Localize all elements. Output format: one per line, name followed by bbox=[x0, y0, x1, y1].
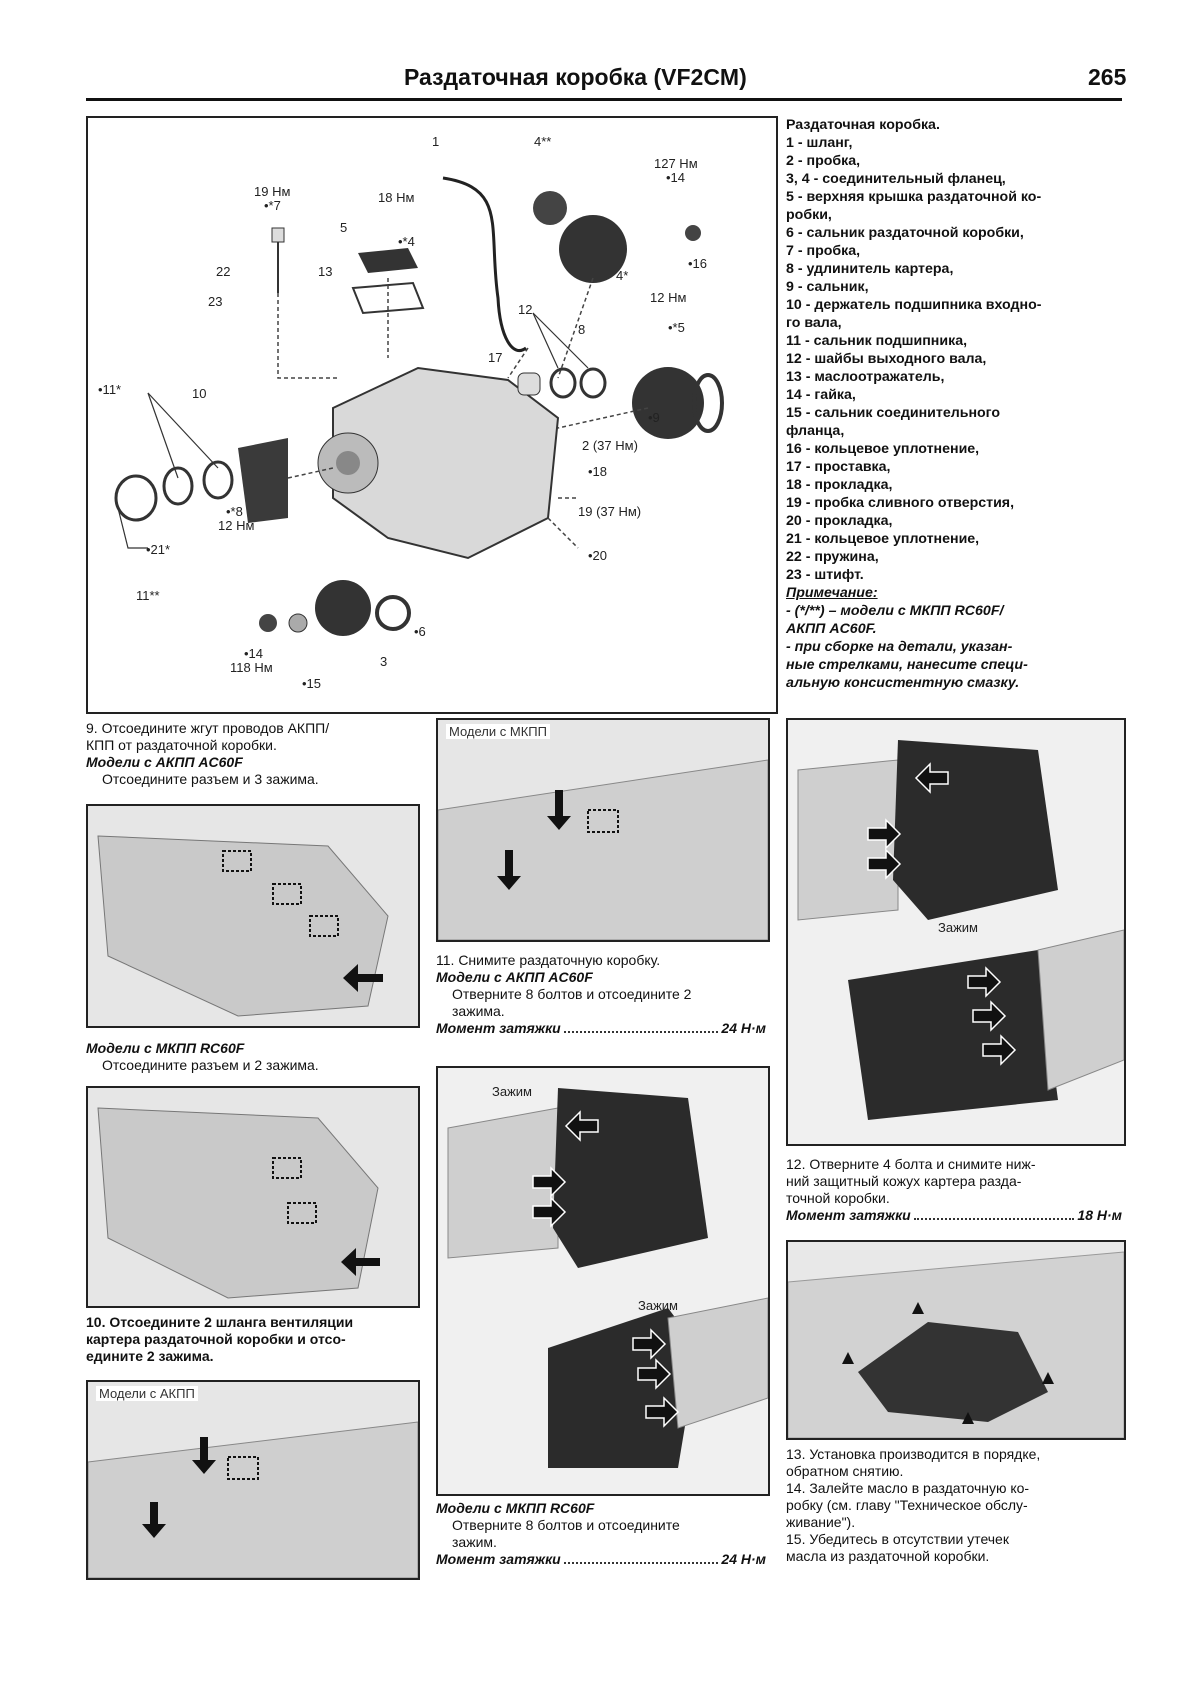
legend-item: 11 - сальник подшипника, bbox=[786, 333, 968, 349]
legend-item: 20 - прокладка, bbox=[786, 513, 893, 529]
note-line: - при сборке на детали, указан- bbox=[786, 639, 1013, 655]
legend-item: робки, bbox=[786, 207, 832, 223]
legend-item: 12 - шайбы выходного вала, bbox=[786, 351, 987, 367]
legend-item: 14 - гайка, bbox=[786, 387, 856, 403]
step-12-line: 12. Отверните 4 болта и снимите ниж- bbox=[786, 1156, 1036, 1172]
note-line: ные стрелками, нанесите специ- bbox=[786, 657, 1028, 673]
photo-mkpp-harness bbox=[436, 718, 770, 942]
photo-mkpp-drawing bbox=[438, 720, 768, 940]
torque-row bbox=[436, 1020, 766, 1037]
parts-legend bbox=[786, 116, 1122, 692]
torque-row-2 bbox=[436, 1551, 766, 1568]
callout-torque-19: 19 Нм bbox=[254, 184, 291, 199]
torque-row-3 bbox=[786, 1207, 1122, 1224]
photo-rc60f-harness bbox=[86, 1086, 420, 1308]
legend-item: 6 - сальник раздаточной коробки, bbox=[786, 225, 1024, 241]
legend-item: 17 - проставка, bbox=[786, 459, 891, 475]
legend-item: 3, 4 - соединительный фланец, bbox=[786, 171, 1006, 187]
callout-11-double: 11** bbox=[136, 588, 160, 603]
photo-lower-cover-drawing bbox=[788, 1242, 1124, 1438]
legend-item: 13 - маслоотражатель, bbox=[786, 369, 945, 385]
clamp-label: Зажим bbox=[638, 1298, 678, 1313]
ac60f-heading: Модели с АКПП AC60F bbox=[86, 754, 243, 770]
photo-ac60f-drawing bbox=[88, 806, 418, 1026]
callout-17: 17 bbox=[488, 350, 503, 365]
exploded-diagram bbox=[86, 116, 778, 714]
callout-7: •*7 bbox=[264, 198, 281, 213]
rc60f-line: Отверните 8 болтов и отсоедините bbox=[452, 1517, 680, 1533]
photo-removal-ac60f bbox=[436, 1066, 770, 1496]
callout-torque-12b: 12 Нм bbox=[218, 518, 255, 533]
legend-item: 16 - кольцевое уплотнение, bbox=[786, 441, 980, 457]
note-title: Примечание: bbox=[786, 585, 878, 601]
mkpp-label: Модели с МКПП bbox=[446, 724, 550, 739]
clamp-label: Зажим bbox=[938, 920, 978, 935]
callout-19: 19 (37 Нм) bbox=[578, 504, 642, 519]
callout-4-star: 4* bbox=[616, 268, 629, 283]
step-11 bbox=[436, 952, 766, 1037]
step-14-line: робку (см. главу "Техническое обслу- bbox=[786, 1497, 1028, 1513]
legend-item: фланца, bbox=[786, 423, 845, 439]
callout-11-star: •11* bbox=[98, 382, 122, 397]
step-13-line: 13. Установка производится в порядке, bbox=[786, 1446, 1041, 1462]
step-9 bbox=[86, 720, 416, 788]
clamp-label: Зажим bbox=[492, 1084, 532, 1099]
step-15-line: 15. Убедитесь в отсутствии утечек bbox=[786, 1531, 1009, 1547]
step-12-line: точной коробки. bbox=[786, 1190, 890, 1206]
legend-item: 21 - кольцевое уплотнение, bbox=[786, 531, 980, 547]
step-9-line: 9. Отсоедините жгут проводов АКПП/ bbox=[86, 720, 330, 736]
callout-torque-127: 127 Нм bbox=[654, 156, 698, 171]
steps-13-15 bbox=[786, 1446, 1122, 1565]
step-12 bbox=[786, 1156, 1122, 1224]
callout-20: •20 bbox=[588, 548, 608, 563]
photo-akpp-drawing bbox=[88, 1382, 418, 1578]
rc60f-removal bbox=[436, 1500, 766, 1568]
torque-label: Момент затяжки bbox=[436, 1551, 561, 1567]
step-10 bbox=[86, 1314, 416, 1365]
legend-item: 19 - пробка сливного отверстия, bbox=[786, 495, 1015, 511]
step-9-line: КПП от раздаточной коробки. bbox=[86, 737, 277, 753]
torque-value: 18 Н·м bbox=[1077, 1207, 1122, 1223]
callout-16: •16 bbox=[688, 256, 708, 271]
legend-item: 15 - сальник соединительного bbox=[786, 405, 1001, 421]
legend-item: 18 - прокладка, bbox=[786, 477, 893, 493]
ac60f-line: зажима. bbox=[452, 1003, 505, 1019]
callout-22: 22 bbox=[216, 264, 231, 279]
callout-torque-12: 12 Нм bbox=[650, 290, 687, 305]
torque-dots bbox=[564, 1020, 719, 1033]
legend-item: го вала, bbox=[786, 315, 842, 331]
callout-14: •14 bbox=[666, 170, 686, 185]
photo-akpp-hoses bbox=[86, 1380, 420, 1580]
callout-15: •15 bbox=[302, 676, 322, 691]
legend-item: 8 - удлинитель картера, bbox=[786, 261, 954, 277]
callout-6: •6 bbox=[414, 624, 426, 639]
ac60f-line: Отверните 8 болтов и отсоедините 2 bbox=[452, 986, 692, 1002]
step-10-line: 10. Отсоедините 2 шланга вентиляции bbox=[86, 1314, 354, 1330]
note-line: АКПП AC60F. bbox=[786, 621, 877, 637]
step-12-line: ний защитный кожух картера разда- bbox=[786, 1173, 1022, 1189]
step-13-line: обратном снятию. bbox=[786, 1463, 904, 1479]
step-10-line: едините 2 зажима. bbox=[86, 1348, 214, 1364]
callout-8-star: •*8 bbox=[226, 504, 243, 519]
legend-item: 9 - сальник, bbox=[786, 279, 869, 295]
legend-item: 22 - пружина, bbox=[786, 549, 879, 565]
legend-item: 2 - пробка, bbox=[786, 153, 861, 169]
rc60f-heading: Модели с МКПП RC60F bbox=[86, 1040, 245, 1056]
callout-3: 3 bbox=[380, 654, 388, 669]
torque-value: 24 Н·м bbox=[721, 1020, 766, 1036]
step-14-line: живание"). bbox=[786, 1514, 856, 1530]
callout-13: 13 bbox=[318, 264, 333, 279]
legend-item: 1 - шланг, bbox=[786, 135, 853, 151]
photo-lower-cover bbox=[786, 1240, 1126, 1440]
note-line: - (*/**) – модели с МКПП RC60F/ bbox=[786, 603, 1004, 619]
torque-dots bbox=[914, 1207, 1075, 1220]
torque-value: 24 Н·м bbox=[721, 1551, 766, 1567]
step-14-line: 14. Залейте масло в раздаточную ко- bbox=[786, 1480, 1030, 1496]
photo-removal-rc60f bbox=[786, 718, 1126, 1146]
rc60f-block bbox=[86, 1040, 416, 1074]
legend-item: 7 - пробка, bbox=[786, 243, 861, 259]
legend-item: 10 - держатель подшипника входно- bbox=[786, 297, 1042, 313]
photo-removal-drawing bbox=[438, 1068, 768, 1494]
callout-4-single: •*4 bbox=[398, 234, 415, 249]
photo-ac60f-harness bbox=[86, 804, 420, 1028]
legend-item: 5 - верхняя крышка раздаточной ко- bbox=[786, 189, 1042, 205]
callout-21: •21* bbox=[146, 542, 171, 557]
callout-18: •18 bbox=[588, 464, 608, 479]
diagram-drawing bbox=[88, 118, 776, 712]
callout-torque-18: 18 Нм bbox=[378, 190, 415, 205]
rc60f-line: зажим. bbox=[452, 1534, 497, 1550]
callout-23: 23 bbox=[208, 294, 223, 309]
callout-14b: •14 bbox=[244, 646, 264, 661]
callout-4-double: 4** bbox=[534, 134, 552, 149]
note-line: альную консистентную смазку. bbox=[786, 675, 1020, 691]
akpp-label: Модели с АКПП bbox=[96, 1386, 198, 1401]
page-number: 265 bbox=[1088, 64, 1127, 90]
callout-2: 2 (37 Нм) bbox=[582, 438, 638, 453]
callout-9: •9 bbox=[648, 410, 660, 425]
page-title: Раздаточная коробка (VF2CM) bbox=[404, 64, 747, 90]
callout-12: 12 bbox=[518, 302, 533, 317]
ac60f-instruction: Отсоедините разъем и 3 зажима. bbox=[102, 771, 319, 787]
legend-title: Раздаточная коробка. bbox=[786, 117, 940, 133]
rc60f-heading-2: Модели с МКПП RC60F bbox=[436, 1500, 595, 1516]
header-rule bbox=[86, 98, 1122, 101]
step-10-line: картера раздаточной коробки и отсо- bbox=[86, 1331, 346, 1347]
step-15-line: масла из раздаточной коробки. bbox=[786, 1548, 990, 1564]
step-11-line: 11. Снимите раздаточную коробку. bbox=[436, 952, 661, 968]
callout-8: 8 bbox=[578, 322, 586, 337]
photo-rc60f-drawing bbox=[88, 1088, 418, 1306]
callout-1: 1 bbox=[432, 134, 440, 149]
callout-torque-118: 118 Нм bbox=[230, 660, 273, 675]
legend-item: 23 - штифт. bbox=[786, 567, 864, 583]
torque-label: Момент затяжки bbox=[786, 1207, 911, 1223]
ac60f-heading-2: Модели с АКПП AC60F bbox=[436, 969, 593, 985]
callout-10: 10 bbox=[192, 386, 207, 401]
callout-5-star: •*5 bbox=[668, 320, 685, 335]
torque-label: Момент затяжки bbox=[436, 1020, 561, 1036]
callout-5: 5 bbox=[340, 220, 348, 235]
rc60f-instruction: Отсоедините разъем и 2 зажима. bbox=[102, 1057, 319, 1073]
torque-dots bbox=[564, 1551, 719, 1564]
